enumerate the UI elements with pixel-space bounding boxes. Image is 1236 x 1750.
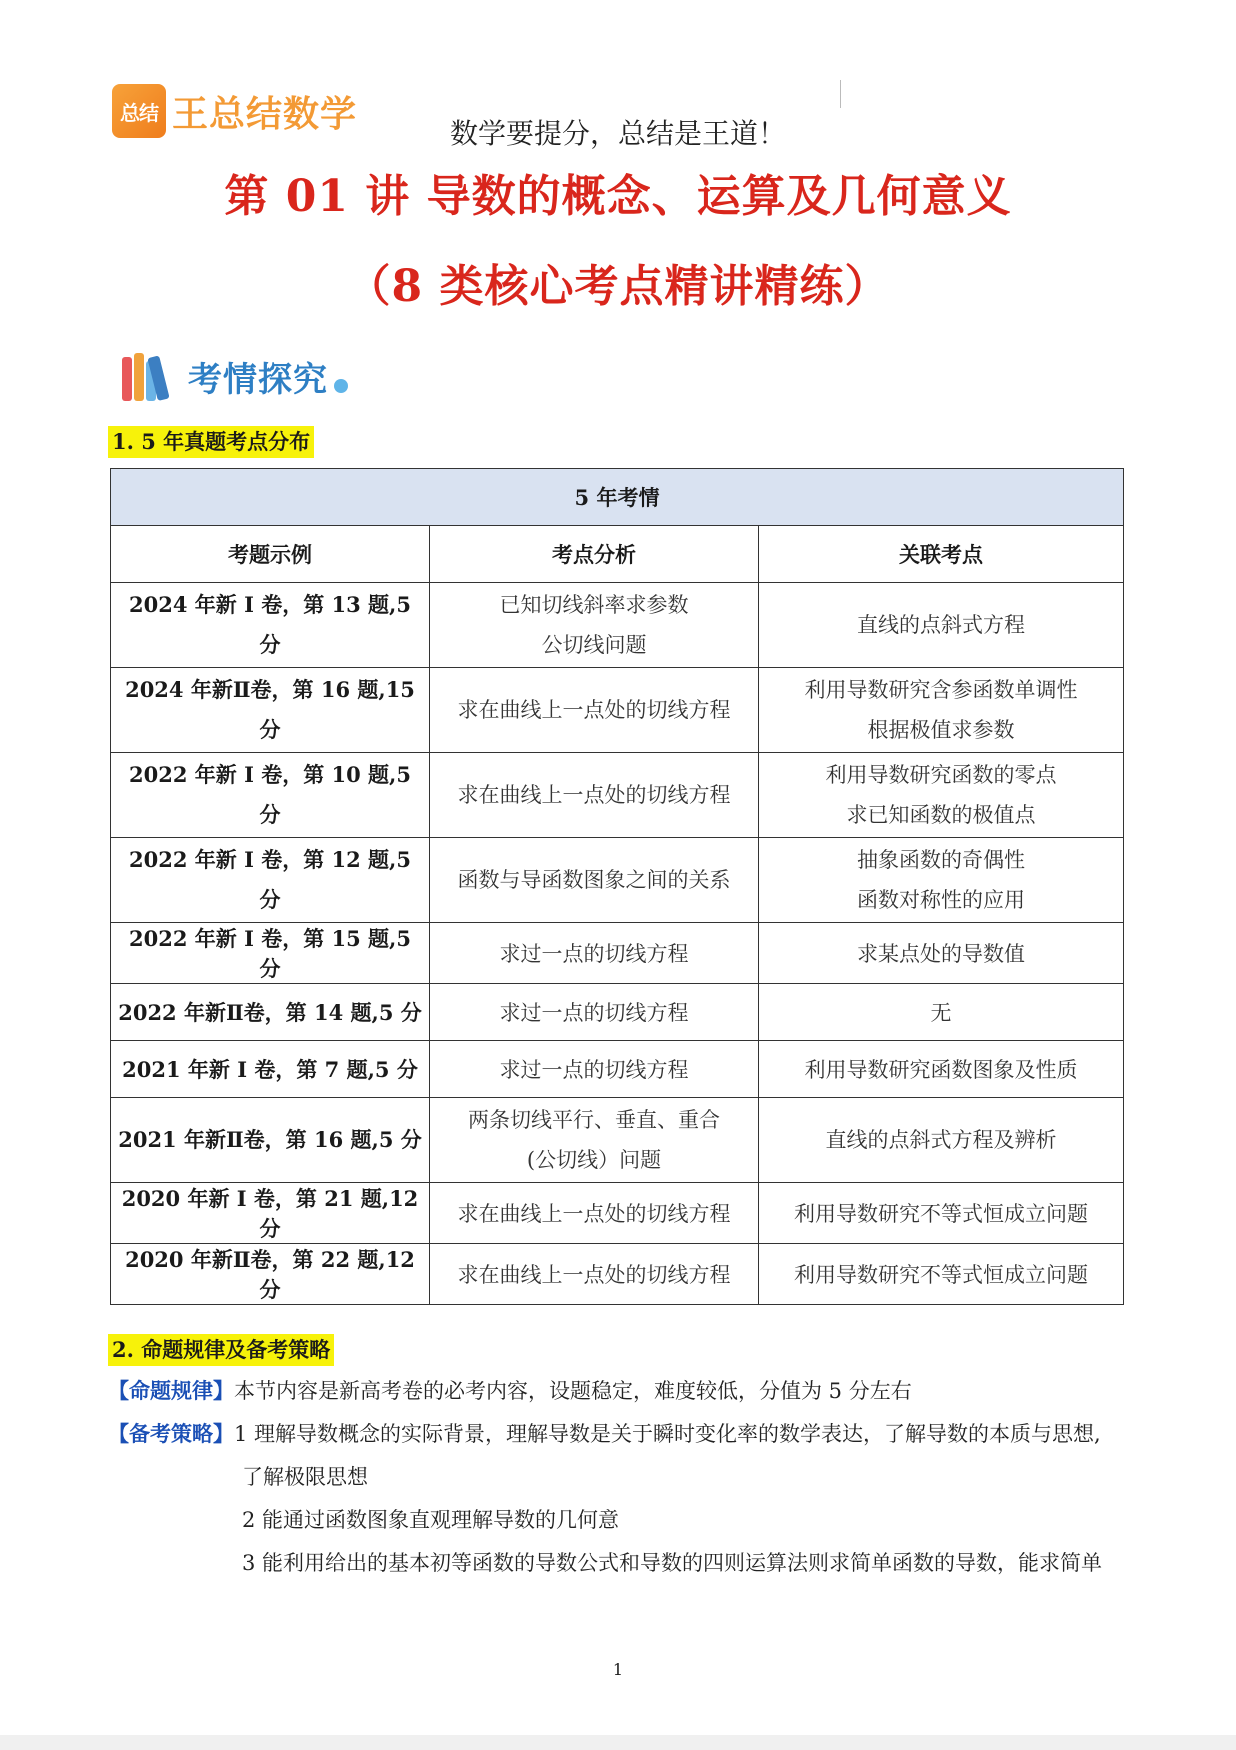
rule-text: 本节内容是新高考卷的必考内容，设题稳定，难度较低，分值为 5 分左右 bbox=[234, 1379, 912, 1403]
exam-example-cell: 2022 年新 I 卷，第 15 题,5 分 bbox=[111, 923, 430, 984]
strategy-item-1: 1 理解导数概念的实际背景，理解导数是关于瞬时变化率的数学表达，了解导数的本质与思想, bbox=[234, 1422, 1101, 1446]
section-banner bbox=[122, 352, 348, 401]
related-line: 函数对称性的应用 bbox=[857, 888, 1025, 912]
section2-heading: 2. 命题规律及备考策略 bbox=[108, 1334, 334, 1366]
related-cell bbox=[759, 1183, 1124, 1244]
strategy-tag: 【备考策略】 bbox=[108, 1421, 234, 1446]
related-line: 求某点处的导数值 bbox=[857, 942, 1025, 966]
analysis-line: 求过一点的切线方程 bbox=[499, 942, 689, 966]
lecture-subtitle: （8 类核心考点精讲精练） bbox=[346, 261, 890, 312]
related-line: 求已知函数的极值点 bbox=[846, 803, 1036, 827]
related-line: 无 bbox=[930, 1001, 952, 1025]
page-number: 1 bbox=[612, 1660, 624, 1679]
analysis-line: 两条切线平行、垂直、重合 bbox=[468, 1108, 720, 1132]
dot-icon bbox=[334, 379, 348, 393]
strategy-item-1-cont: 了解极限思想 bbox=[242, 1465, 368, 1489]
analysis-line: 求在曲线上一点处的切线方程 bbox=[457, 1263, 731, 1287]
table-caption: 5 年考情 bbox=[111, 469, 1124, 526]
strategy-item-3: 3 能利用给出的基本初等函数的导数公式和导数的四则运算法则求简单函数的导数，能求简单 bbox=[242, 1551, 1103, 1575]
page-bottom-edge bbox=[0, 1735, 1236, 1750]
related-cell bbox=[759, 1098, 1124, 1183]
analysis-line: 求在曲线上一点处的切线方程 bbox=[457, 1202, 731, 1226]
logo-name: 王总结数学 bbox=[172, 93, 358, 135]
exam-example-cell: 2022 年新 I 卷，第 12 题,5 分 bbox=[111, 838, 430, 923]
exam-example-cell: 2022 年新 I 卷，第 10 题,5 分 bbox=[111, 753, 430, 838]
table-row bbox=[111, 753, 1124, 838]
table-row bbox=[111, 984, 1124, 1041]
related-line: 抽象函数的奇偶性 bbox=[857, 848, 1025, 872]
column-header: 考点分析 bbox=[430, 526, 759, 583]
table-row bbox=[111, 838, 1124, 923]
related-cell bbox=[759, 583, 1124, 668]
column-header: 考题示例 bbox=[111, 526, 430, 583]
rule-paragraph bbox=[108, 1376, 912, 1406]
analysis-cell bbox=[430, 984, 759, 1041]
logo-badge: 总结 bbox=[112, 84, 166, 138]
table-caption-row bbox=[111, 469, 1124, 526]
related-cell bbox=[759, 984, 1124, 1041]
analysis-line: (公切线）问题 bbox=[526, 1148, 662, 1172]
related-cell bbox=[759, 753, 1124, 838]
related-cell bbox=[759, 1244, 1124, 1305]
scan-mark bbox=[840, 80, 841, 108]
analysis-cell bbox=[430, 1183, 759, 1244]
table-row bbox=[111, 583, 1124, 668]
related-line: 利用导数研究不等式恒成立问题 bbox=[794, 1263, 1088, 1287]
related-cell bbox=[759, 1041, 1124, 1098]
rule-tag: 【命题规律】 bbox=[108, 1378, 234, 1403]
analysis-line: 公切线问题 bbox=[541, 633, 647, 657]
table-row bbox=[111, 1041, 1124, 1098]
analysis-cell bbox=[430, 1041, 759, 1098]
table-row bbox=[111, 668, 1124, 753]
section1-heading: 1. 5 年真题考点分布 bbox=[108, 426, 314, 458]
related-line: 利用导数研究不等式恒成立问题 bbox=[794, 1202, 1088, 1226]
related-line: 直线的点斜式方程 bbox=[857, 613, 1025, 637]
related-line: 利用导数研究函数图象及性质 bbox=[804, 1058, 1078, 1082]
strategy-paragraph bbox=[108, 1419, 1128, 1449]
analysis-line: 已知切线斜率求参数 bbox=[499, 593, 689, 617]
table-row bbox=[111, 1244, 1124, 1305]
exam-example-cell: 2021 年新 I 卷，第 7 题,5 分 bbox=[111, 1041, 430, 1098]
analysis-line: 函数与导函数图象之间的关系 bbox=[457, 868, 731, 892]
analysis-line: 求在曲线上一点处的切线方程 bbox=[457, 698, 731, 722]
exam-example-cell: 2020 年新Ⅱ卷，第 22 题,12 分 bbox=[111, 1244, 430, 1305]
column-header: 关联考点 bbox=[759, 526, 1124, 583]
related-cell bbox=[759, 668, 1124, 753]
exam-example-cell: 2020 年新 I 卷，第 21 题,12 分 bbox=[111, 1183, 430, 1244]
table-row bbox=[111, 1183, 1124, 1244]
related-line: 利用导数研究含参函数单调性 bbox=[804, 678, 1078, 702]
exam-example-cell: 2021 年新Ⅱ卷，第 16 题,5 分 bbox=[111, 1098, 430, 1183]
analysis-cell bbox=[430, 838, 759, 923]
analysis-cell bbox=[430, 668, 759, 753]
table-body bbox=[111, 583, 1124, 1305]
exam-example-cell: 2024 年新 I 卷，第 13 题,5 分 bbox=[111, 583, 430, 668]
exam-example-cell: 2022 年新Ⅱ卷，第 14 题,5 分 bbox=[111, 984, 430, 1041]
lecture-title: 第 01 讲 导数的概念、运算及几何意义 bbox=[224, 171, 1012, 222]
related-line: 根据极值求参数 bbox=[867, 718, 1015, 742]
analysis-line: 求过一点的切线方程 bbox=[499, 1001, 689, 1025]
related-cell bbox=[759, 838, 1124, 923]
analysis-cell bbox=[430, 583, 759, 668]
analysis-cell bbox=[430, 1098, 759, 1183]
analysis-cell bbox=[430, 753, 759, 838]
related-line: 利用导数研究函数的零点 bbox=[825, 763, 1057, 787]
analysis-cell bbox=[430, 923, 759, 984]
table-row bbox=[111, 923, 1124, 984]
exam-table bbox=[110, 468, 1124, 1305]
table-header-row bbox=[111, 526, 1124, 583]
slogan: 数学要提分，总结是王道！ bbox=[449, 117, 786, 150]
analysis-line: 求过一点的切线方程 bbox=[499, 1058, 689, 1082]
related-line: 直线的点斜式方程及辨析 bbox=[825, 1128, 1057, 1152]
table-row bbox=[111, 1098, 1124, 1183]
analysis-line: 求在曲线上一点处的切线方程 bbox=[457, 783, 731, 807]
related-cell bbox=[759, 923, 1124, 984]
section-banner-title: 考情探究 bbox=[188, 360, 328, 400]
strategy-item-2: 2 能通过函数图象直观理解导数的几何意 bbox=[242, 1508, 620, 1532]
analysis-cell bbox=[430, 1244, 759, 1305]
books-icon bbox=[122, 353, 180, 401]
exam-example-cell: 2024 年新Ⅱ卷，第 16 题,15 分 bbox=[111, 668, 430, 753]
